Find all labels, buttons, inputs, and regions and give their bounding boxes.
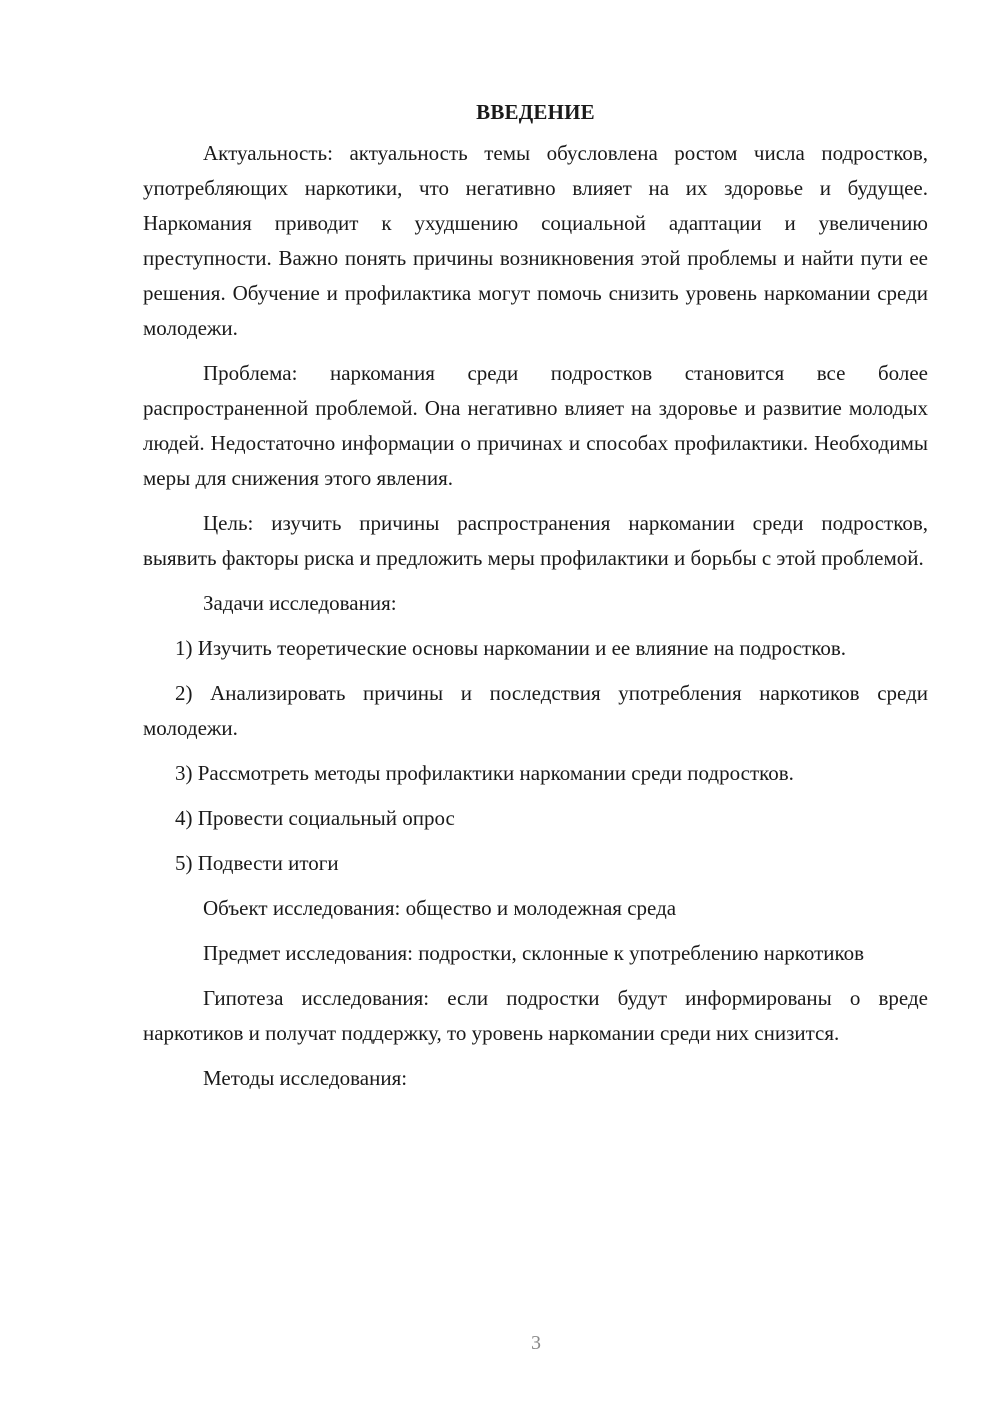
list-item: 4) Провести социальный опрос — [175, 806, 455, 830]
document-body — [143, 95, 928, 1106]
methods-heading: Методы исследования: — [203, 1066, 408, 1090]
tasks-heading: Задачи исследования: — [203, 591, 397, 615]
tasks-list — [143, 631, 928, 881]
list-item: 1) Изучить теоретические основы наркомании и ее влияние на подростков. — [175, 636, 847, 660]
list-item: 2) Анализировать причины и последствия употребления наркотиков среди молодежи. — [143, 681, 928, 740]
paragraph-problem: Проблема: наркомания среди подростков становится все более распространенной проблемой. Она негативно влияет на здоровье и развитие молодых людей. Недостаточно информации о причинах и способах профилактики. Необходимы меры для снижения этого явления. — [143, 361, 928, 490]
paragraph-relevance: Актуальность: актуальность темы обусловлена ростом числа подростков, употребляющих наркотики, что негативно влияет на их здоровье и будущее. Наркомания приводит к ухудшению социальной адаптации и увеличению преступности. Важно понять причины возникновения этой проблемы и найти пути ее решения. Обучение и профилактика могут помочь снизить уровень наркомании среди молодежи. — [143, 141, 928, 340]
list-item: 3) Рассмотреть методы профилактики наркомании среди подростков. — [175, 761, 794, 785]
paragraph-object: Объект исследования: общество и молодежная среда — [203, 896, 677, 920]
page-number: 3 — [531, 1332, 541, 1354]
paragraph-hypothesis: Гипотеза исследования: если подростки будут информированы о вреде наркотиков и получат поддержку, то уровень наркомании среди них снизится. — [143, 986, 928, 1045]
list-item: 5) Подвести итоги — [175, 851, 339, 875]
paragraph-goal: Цель: изучить причины распространения наркомании среди подростков, выявить факторы риска и предложить меры профилактики и борьбы с этой проблемой. — [143, 511, 928, 570]
paragraph-subject: Предмет исследования: подростки, склонные к употреблению наркотиков — [203, 941, 865, 965]
section-title: ВВЕДЕНИЕ — [476, 100, 595, 124]
